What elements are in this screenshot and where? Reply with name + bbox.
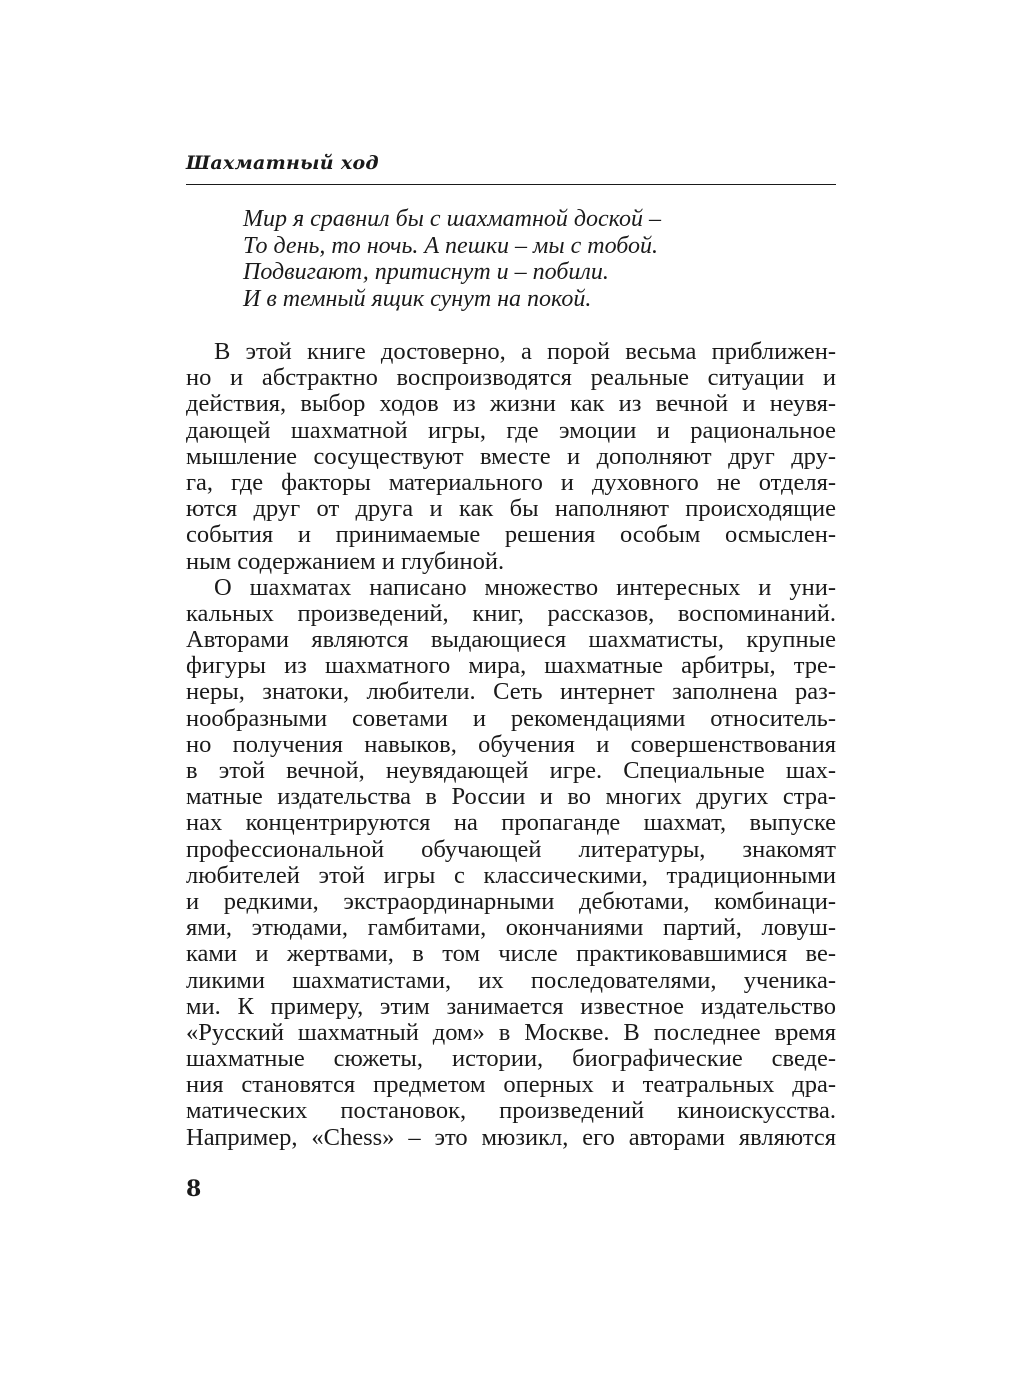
- text-line: Например, «Chess» – это мюзикл, его авторами являются: [186, 1123, 836, 1151]
- text-line: и редкими, экстраординарными дебютами, комбинаци-: [186, 887, 836, 915]
- text-line: события и принимаемые решения особым осмыслен-: [186, 521, 836, 549]
- running-head: [186, 150, 836, 185]
- epigraph-line: Мир я сравнил бы с шахматной доской –: [243, 206, 661, 232]
- text-line: действия, выбор ходов из жизни как из вечной и неувя-: [186, 390, 836, 418]
- text-line: Авторами являются выдающиеся шахматисты, крупные: [186, 626, 836, 654]
- text-line: ются друг от друга и как бы наполняют происходящие: [186, 495, 836, 523]
- text-line: ками и жертвами, в том числе практиковавшимися ве-: [186, 940, 836, 968]
- text-line: шахматные сюжеты, истории, биографические сведе-: [186, 1045, 836, 1073]
- paragraph: [186, 575, 836, 1151]
- paragraph: [186, 339, 836, 575]
- text-line: ями, этюдами, гамбитами, окончаниями партий, ловуш-: [186, 914, 836, 942]
- text-line: фигуры из шахматного мира, шахматные арбитры, тре-: [186, 652, 836, 680]
- body-text: [186, 339, 836, 1151]
- text-line: матических постановок, произведений киноискусства.: [186, 1097, 836, 1125]
- text-line: ным содержанием и глубиной.: [186, 547, 505, 575]
- text-line: мышление сосуществуют вместе и дополняют друг дру-: [186, 442, 836, 470]
- text-line: ми. К примеру, этим занимается известное издательство: [186, 992, 836, 1020]
- epigraph-line: И в темный ящик сунут на покой.: [243, 285, 592, 312]
- text-line: но и абстрактно воспроизводятся реальные ситуации и: [186, 364, 836, 392]
- text-line: «Русский шахматный дом» в Москве. В последнее время: [186, 1018, 836, 1046]
- text-line: нах концентрируются на пропаганде шахмат, выпуске: [186, 809, 836, 837]
- text-line: матные издательства в России и во многих других стра-: [186, 783, 836, 811]
- text-line: в этой вечной, неувядающей игре. Специальные шах-: [186, 757, 836, 784]
- text-line: любителей этой игры с классическими, традиционными: [186, 861, 836, 889]
- text-line: но получения навыков, обучения и совершенствования: [186, 730, 836, 758]
- text-line: В этой книге достоверно, а порой весьма приближен-: [214, 338, 836, 365]
- epigraph-poem: [243, 206, 803, 312]
- page-number: 8: [186, 1176, 202, 1202]
- text-line: ния становятся предметом оперных и театральных дра-: [186, 1071, 836, 1099]
- epigraph-line: Подвигают, притиснут и – побили.: [243, 259, 609, 285]
- text-line: неры, знатоки, любители. Сеть интернет заполнена раз-: [186, 678, 836, 706]
- text-line: ликими шахматистами, их последователями, ученика-: [186, 966, 836, 994]
- epigraph-line: То день, то ночь. А пешки – мы с тобой.: [243, 232, 659, 259]
- text-line: нообразными советами и рекомендациями относитель-: [186, 704, 836, 732]
- text-line: профессиональной обучающей литературы, знакомят: [186, 835, 836, 863]
- text-line: О шахматах написано множество интересных и уни-: [214, 573, 836, 601]
- text-line: кальных произведений, книг, рассказов, воспоминаний.: [186, 599, 836, 627]
- running-head-title: Шахматный ход: [186, 152, 379, 174]
- text-line: га, где факторы материального и духовного не отделя-: [186, 468, 836, 496]
- text-line: дающей шахматной игры, где эмоции и рациональное: [186, 416, 836, 444]
